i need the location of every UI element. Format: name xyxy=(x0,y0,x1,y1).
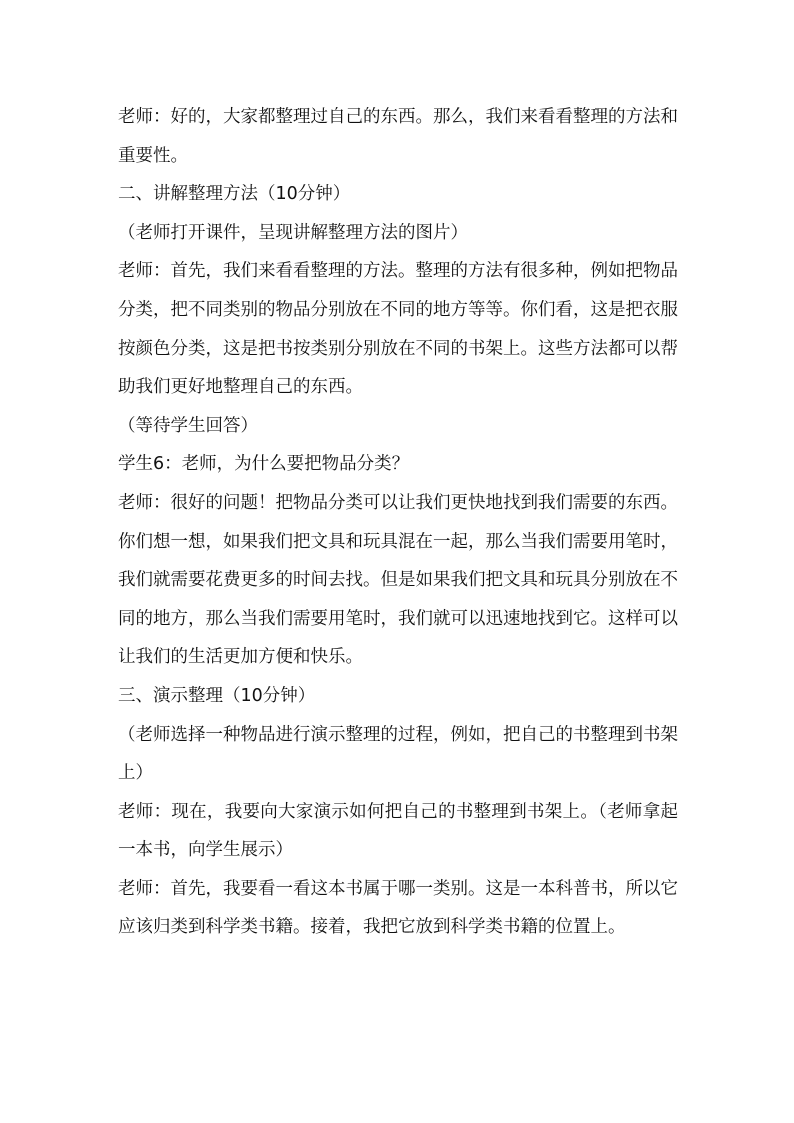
document-body xyxy=(118,98,678,947)
section-heading-3: 三、演示整理（10分钟） xyxy=(118,685,316,706)
paragraph-teacher-answer: 老师：很好的问题！把物品分类可以让我们更快地找到我们需要的东西。你们想一想，如果我们把文具和玩具混在一起，那么当我们需要用笔时，我们就需要花费更多的时间去找。但是如果我们把文具和玩具分别放在不同的地方，那么当我们需要用笔时，我们就可以迅速地找到它。这样可以让我们的生活更加方便和快乐。 xyxy=(118,492,678,668)
stage-direction: （老师选择一种物品进行演示整理的过程，例如，把自己的书整理到书架上） xyxy=(118,724,678,784)
paragraph-teacher-demo: 老师：现在，我要向大家演示如何把自己的书整理到书架上。（老师拿起一本书，向学生展示） xyxy=(118,801,678,861)
paragraph-student-question: 学生6：老师，为什么要把物品分类？ xyxy=(118,454,410,475)
section-heading-2: 二、讲解整理方法（10分钟） xyxy=(118,184,351,205)
paragraph-teacher-methods: 老师：首先，我们来看看整理的方法。整理的方法有很多种，例如把物品分类，把不同类别的物品分别放在不同的地方等等。你们看，这是把衣服按颜色分类，这是把书按类别分别放在不同的书架上。这些方法都可以帮助我们更好地整理自己的东西。 xyxy=(118,261,678,398)
stage-direction: （老师打开课件，呈现讲解整理方法的图片） xyxy=(118,222,468,243)
stage-direction: （等待学生回答） xyxy=(118,415,258,436)
paragraph-teacher-classify: 老师：首先，我要看一看这本书属于哪一类别。这是一本科普书，所以它应该归类到科学类书籍。接着，我把它放到科学类书籍的位置上。 xyxy=(118,878,678,938)
paragraph-teacher-intro: 老师：好的，大家都整理过自己的东西。那么，我们来看看整理的方法和重要性。 xyxy=(118,107,678,166)
